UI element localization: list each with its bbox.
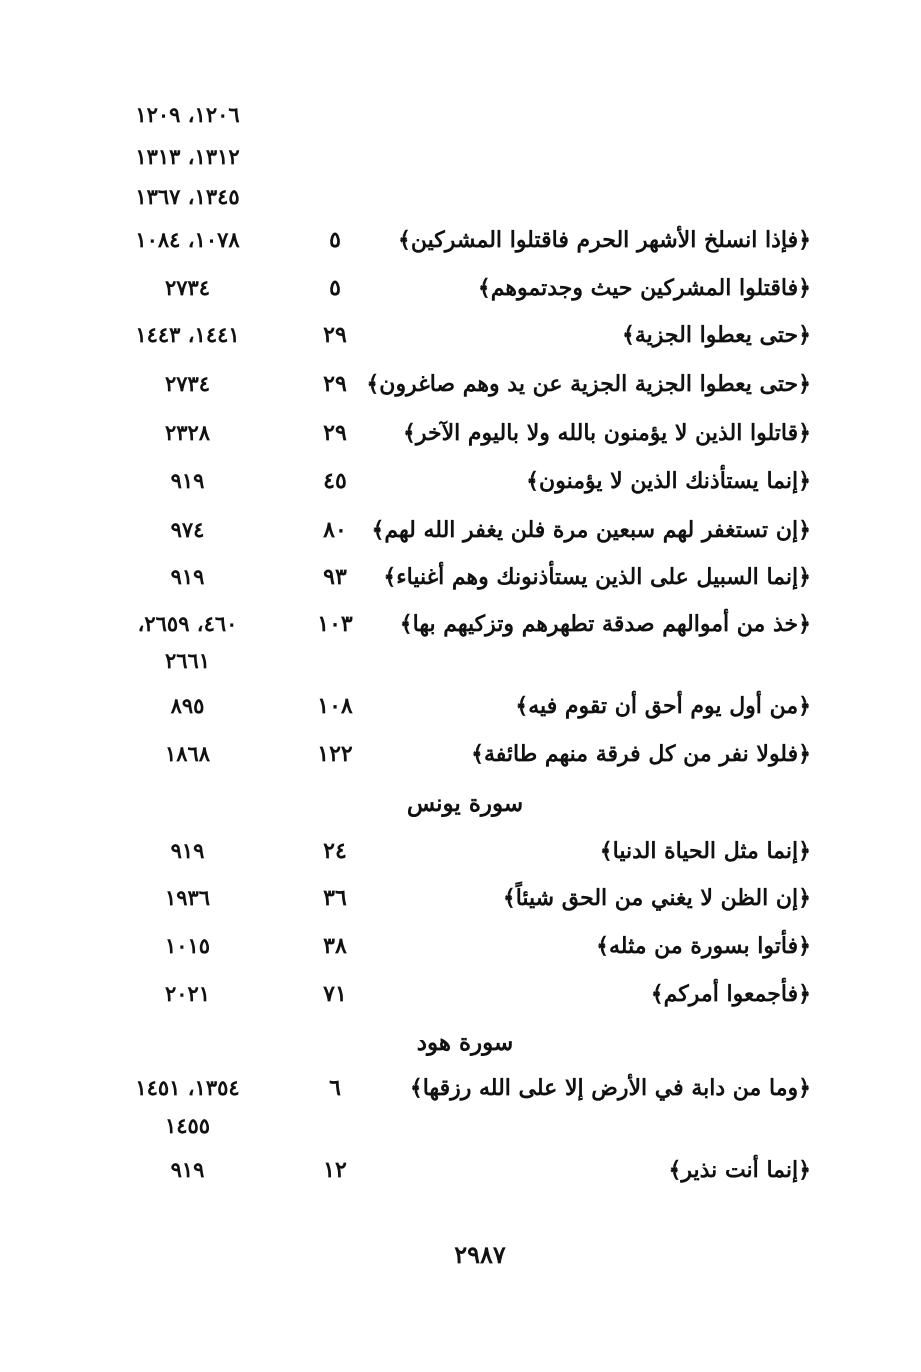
reference-numbers: ٩١٩ <box>170 1157 205 1182</box>
verse-text: ﴿حتى يعطوا الجزية﴾ <box>621 322 811 348</box>
verse-number: ١٠٣ <box>317 611 353 637</box>
index-row <box>0 686 921 726</box>
index-row <box>0 734 921 774</box>
index-row <box>0 974 921 1014</box>
verse-number: ٣٨ <box>323 933 347 959</box>
reference-numbers: ٤٦٠، ٢٦٥٩، <box>137 611 238 636</box>
index-row <box>0 315 921 355</box>
verse-number: ١٠٨ <box>317 693 353 719</box>
verse-text: ﴿قاتلوا الذين لا يؤمنون بالله ولا باليوم الآخر﴾ <box>402 420 811 446</box>
verse-number: ٢٩ <box>323 420 347 446</box>
verse-number: ٣٦ <box>323 885 347 911</box>
index-row <box>0 557 921 597</box>
verse-number: ٧١ <box>323 981 347 1007</box>
verse-text: ﴿إن الظن لا يغني من الحق شيئاً﴾ <box>502 885 811 911</box>
verse-text: ﴿فأجمعوا أمركم﴾ <box>650 981 811 1007</box>
reference-numbers: ٢٠٢١ <box>164 981 211 1006</box>
index-row <box>0 510 921 550</box>
index-row <box>0 364 921 404</box>
reference-numbers: ١٣٥٤، ١٤٥١ <box>135 1075 240 1100</box>
index-row <box>0 413 921 453</box>
verse-number: ٥ <box>329 275 341 301</box>
verse-number: ١٢ <box>323 1157 347 1183</box>
verse-text: ﴿إنما يستأذنك الذين لا يؤمنون﴾ <box>526 468 811 494</box>
verse-number: ١٢٢ <box>317 741 353 767</box>
reference-numbers: ٩١٩ <box>170 468 205 493</box>
verse-number: ٤٥ <box>323 468 347 494</box>
verse-text: ﴿إنما السبيل على الذين يستأذنونك وهم أغنياء﴾ <box>383 564 811 590</box>
reference-numbers: ٢٣٢٨ <box>164 420 211 445</box>
verse-text: ﴿خذ من أموالهم صدقة تطهرهم وتزكيهم بها﴾ <box>399 611 811 637</box>
verse-number: ٨٠ <box>323 517 347 543</box>
index-row <box>0 95 921 135</box>
surah-heading: سورة هود <box>416 1029 514 1056</box>
reference-numbers: ١٨٦٨ <box>164 741 211 766</box>
verse-text: ﴿إنما أنت نذير﴾ <box>668 1157 811 1183</box>
verse-text: ﴿إنما مثل الحياة الدنيا﴾ <box>599 838 811 864</box>
page-number: ٢٩٨٧ <box>454 1240 506 1269</box>
index-row <box>0 177 921 217</box>
index-row <box>0 137 921 177</box>
verse-text: ﴿من أول يوم أحق أن تقوم فيه﴾ <box>515 693 811 719</box>
surah-heading: سورة يونس <box>406 790 524 817</box>
reference-numbers: ١٤٥٥ <box>164 1113 211 1138</box>
verse-number: ٥ <box>329 227 341 253</box>
reference-numbers: ٢٧٣٤ <box>164 371 211 396</box>
index-row <box>0 604 921 644</box>
index-row <box>0 1068 921 1108</box>
reference-numbers: ٩١٩ <box>170 564 205 589</box>
verse-number: ٦ <box>329 1075 341 1101</box>
reference-numbers: ٢٧٣٤ <box>164 275 211 300</box>
verse-text: ﴿فلولا نفر من كل فرقة منهم طائفة﴾ <box>471 741 811 767</box>
reference-numbers: ١٠١٥ <box>164 933 211 958</box>
reference-numbers: ٩١٩ <box>170 838 205 863</box>
verse-text: ﴿فأتوا بسورة من مثله﴾ <box>596 933 811 959</box>
index-row <box>0 268 921 308</box>
reference-numbers: ١٢٠٦، ١٢٠٩ <box>135 102 240 127</box>
reference-numbers: ٨٩٥ <box>170 693 205 718</box>
index-row <box>0 926 921 966</box>
verse-text: ﴿فإذا انسلخ الأشهر الحرم فاقتلوا المشركين﴾ <box>398 227 811 253</box>
reference-numbers: ١٩٣٦ <box>164 885 211 910</box>
index-row <box>0 1150 921 1190</box>
verse-text: ﴿فاقتلوا المشركين حيث وجدتموهم﴾ <box>477 275 811 301</box>
reference-numbers: ١٠٧٨، ١٠٨٤ <box>135 227 240 252</box>
verse-text: ﴿إن تستغفر لهم سبعين مرة فلن يغفر الله لهم﴾ <box>371 517 811 543</box>
index-row <box>0 641 921 681</box>
index-row <box>0 1106 921 1146</box>
verse-text: ﴿وما من دابة في الأرض إلا على الله رزقها﴾ <box>409 1075 811 1101</box>
verse-text: ﴿حتى يعطوا الجزية الجزية عن يد وهم صاغرون﴾ <box>366 371 811 397</box>
verse-number: ٢٩ <box>323 371 347 397</box>
index-row <box>0 878 921 918</box>
verse-number: ٢٤ <box>323 838 347 864</box>
index-row <box>0 220 921 260</box>
verse-number: ٩٣ <box>323 564 347 590</box>
reference-numbers: ٢٦٦١ <box>164 648 211 673</box>
reference-numbers: ١٣٤٥، ١٣٦٧ <box>135 184 240 209</box>
reference-numbers: ٩٧٤ <box>170 517 205 542</box>
reference-numbers: ١٣١٢، ١٣١٣ <box>135 144 240 169</box>
reference-numbers: ١٤٤١، ١٤٤٣ <box>135 322 240 347</box>
verse-number: ٢٩ <box>323 322 347 348</box>
index-row <box>0 461 921 501</box>
index-row <box>0 831 921 871</box>
